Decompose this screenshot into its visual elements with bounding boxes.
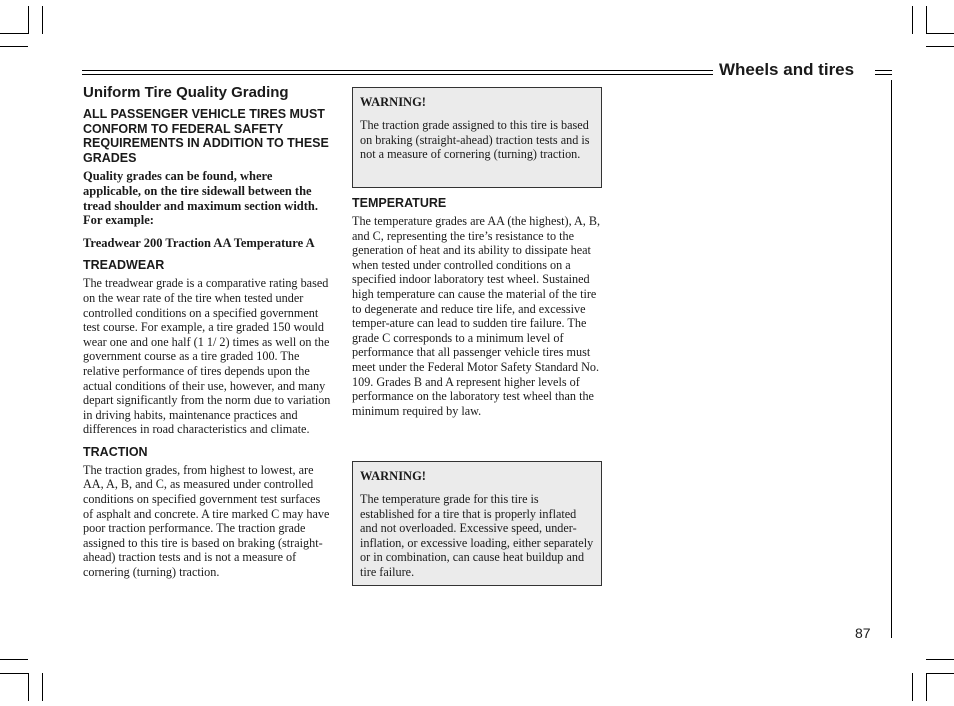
page-header-title: Wheels and tires <box>719 60 855 79</box>
traction-paragraph: The traction grades, from highest to lowest, are AA, A, B, and C, as measured under controlled conditions on specified government test surfaces of asphalt and concrete. A tire marked C may have poor traction performance. The traction grade assigned to this tire is based on braking (straight-ahead) traction tests and is not a measure of cornering (turning) traction. <box>83 462 330 580</box>
header-rule-short <box>875 70 892 71</box>
crop-mark <box>0 673 28 674</box>
crop-mark <box>42 6 43 34</box>
crop-mark <box>42 673 43 701</box>
quality-grades-text: Quality grades can be found, where applicable, on the tire sidewall between the tread shoulder and maximum section width. For example: <box>83 169 318 228</box>
warning-text: The traction grade assigned to this tire is based on braking (straight-ahead) traction tests and is not a measure of cornering (turning) traction. <box>360 118 590 162</box>
treadwear-heading: TREADWEAR <box>83 258 165 273</box>
crop-mark <box>28 673 29 701</box>
caps-heading: ALL PASSENGER VEHICLE TIRES MUST CONFORM TO FEDERAL SAFETY REQUIREMENTS IN ADDITION TO THESE GRADES <box>83 107 329 165</box>
crop-mark <box>912 6 913 34</box>
warning-title: WARNING! <box>360 469 426 483</box>
crop-mark <box>926 46 954 47</box>
warning-title: WARNING! <box>360 95 426 109</box>
left-column <box>83 84 333 580</box>
crop-mark <box>926 673 927 701</box>
header-rule <box>82 74 713 75</box>
crop-mark <box>0 46 28 47</box>
temperature-section <box>352 188 604 418</box>
warning-text: The temperature grade for this tire is established for a tire that is properly inflated and not overloaded. Excessive speed, under-inflation, or excessive loading, either separately or in combination, can cause heat buildup and tire failure. <box>360 492 594 579</box>
crop-mark <box>0 33 28 34</box>
warning-box-traction <box>352 87 602 188</box>
crop-mark <box>926 33 954 34</box>
example-text: Treadwear 200 Traction AA Temperature A <box>83 235 315 250</box>
temperature-heading: TEMPERATURE <box>352 196 447 210</box>
temperature-paragraph: The temperature grades are AA (the highest), A, B, and C, representing the tire’s resistance to the generation of heat and its ability to dissipate heat when tested under controlled conditions on a specified indoor laboratory test wheel. Sustained high temperature can cause the material of the tire to degenerate and reduce tire life, and excessive temper-ature can lead to sudden tire failure. The grade C corresponds to a minimum level of performance that all passenger vehicle tires must meet under the Federal Motor Safety Standard No. 109. Grades B and A represent higher levels of performance on the laboratory test wheel than the minimum required by law. <box>352 214 601 418</box>
right-margin-rule <box>891 80 892 638</box>
crop-mark <box>926 659 954 660</box>
traction-heading: TRACTION <box>83 444 148 459</box>
warning-box-temperature <box>352 461 602 586</box>
section-title: Uniform Tire Quality Grading <box>83 84 289 101</box>
header-rule-short <box>875 74 892 75</box>
header-rule <box>82 70 713 71</box>
crop-mark <box>926 6 927 34</box>
crop-mark <box>28 6 29 34</box>
page-number: 87 <box>855 625 871 641</box>
crop-mark <box>926 673 954 674</box>
crop-mark <box>0 659 28 660</box>
crop-mark <box>912 673 913 701</box>
treadwear-paragraph: The treadwear grade is a comparative rating based on the wear rate of the tire when tested under controlled conditions on a specified government test course. For example, a tire graded 150 would wear one and one half (1 1/ 2) times as well on the government course as a tire graded 100. The relative performance of tires depends upon the actual conditions of their use, however, and many depart significantly from the norm due to variation in driving habits, maintenance practices and differences in road characteristics and climate. <box>83 276 331 437</box>
